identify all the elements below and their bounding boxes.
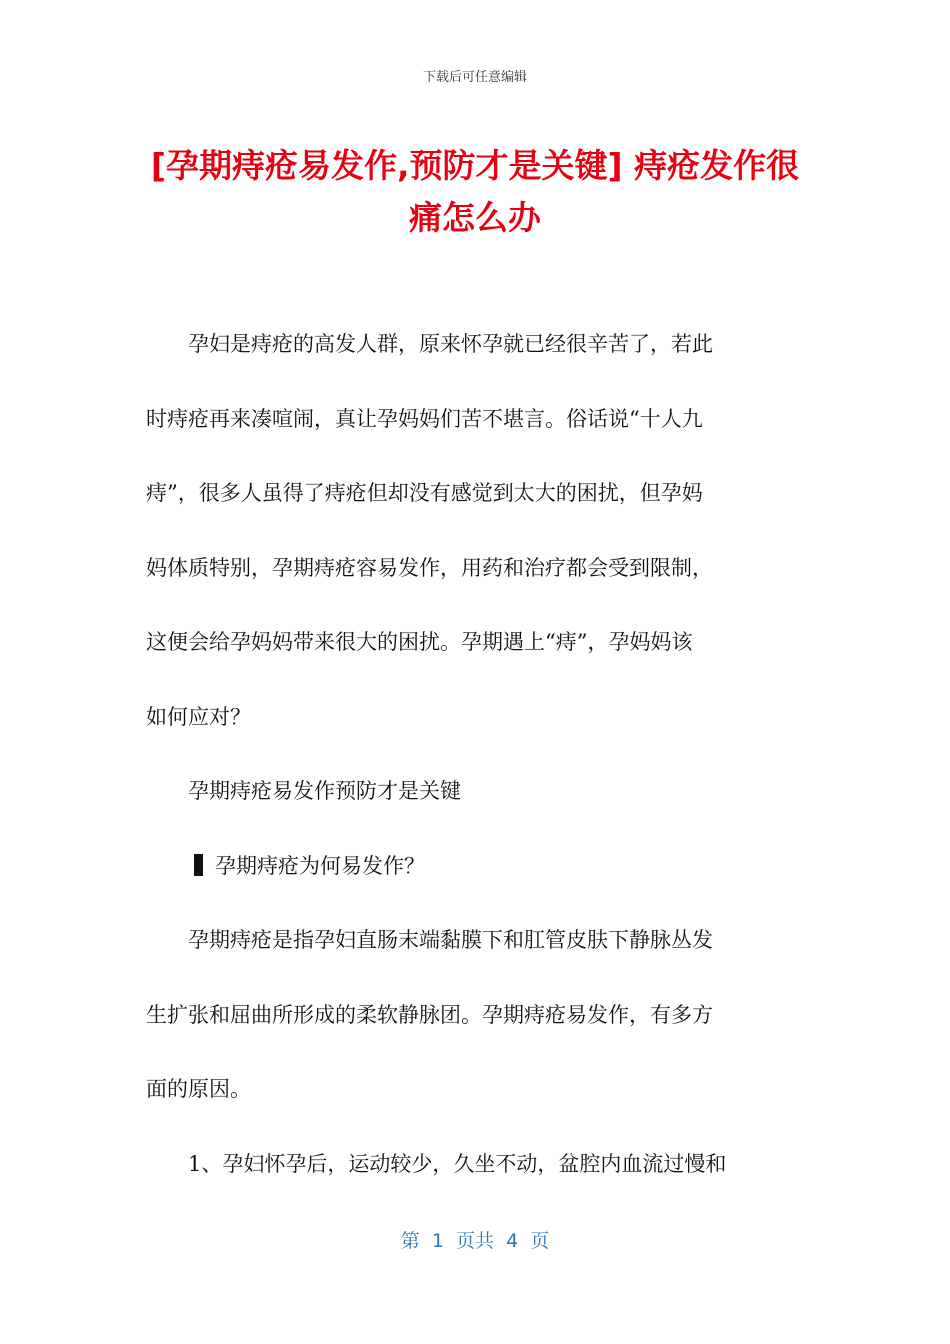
paragraph-line: 面的原因。 — [146, 1077, 251, 1101]
section-heading: 孕期痔疮为何易发作？ — [215, 853, 425, 878]
paragraph-line: 痔”，很多人虽得了痔疮但却没有感觉到太大的困扰，但孕妈 — [146, 481, 703, 505]
page-footer: 第 1 页共 4 页 — [400, 1230, 550, 1252]
paragraph-line: 妈体质特别，孕期痔疮容易发作，用药和治疗都会受到限制， — [146, 555, 713, 580]
section-heading-row — [146, 848, 425, 886]
paragraph-line: 如何应对？ — [146, 704, 251, 729]
subheading: 孕期痔疮易发作预防才是关键 — [188, 779, 461, 803]
section-marker-icon — [194, 854, 203, 876]
paragraph-line: 孕妇是痔疮的高发人群，原来怀孕就已经很辛苦了，若此 — [188, 332, 713, 356]
paragraph-line: 生扩张和屈曲所形成的柔软静脉团。孕期痔疮易发作，有多方 — [146, 1002, 713, 1027]
paragraph-line: 时痔疮再来凑喧闹，真让孕妈妈们苦不堪言。俗话说“十人九 — [146, 406, 703, 431]
paragraph-line: 这便会给孕妈妈带来很大的困扰。孕期遇上“痔”，孕妈妈该 — [146, 630, 693, 654]
list-item: 1、孕妇怀孕后，运动较少，久坐不动，盆腔内血流过慢和 — [188, 1151, 727, 1176]
document-title: [孕期痔疮易发作,预防才是关键] 痔疮发作很痛怎么办 — [150, 146, 800, 237]
header-note: 下载后可任意编辑 — [422, 70, 527, 85]
paragraph-line: 孕期痔疮是指孕妇直肠末端黏膜下和肛管皮肤下静脉丛发 — [188, 928, 713, 952]
